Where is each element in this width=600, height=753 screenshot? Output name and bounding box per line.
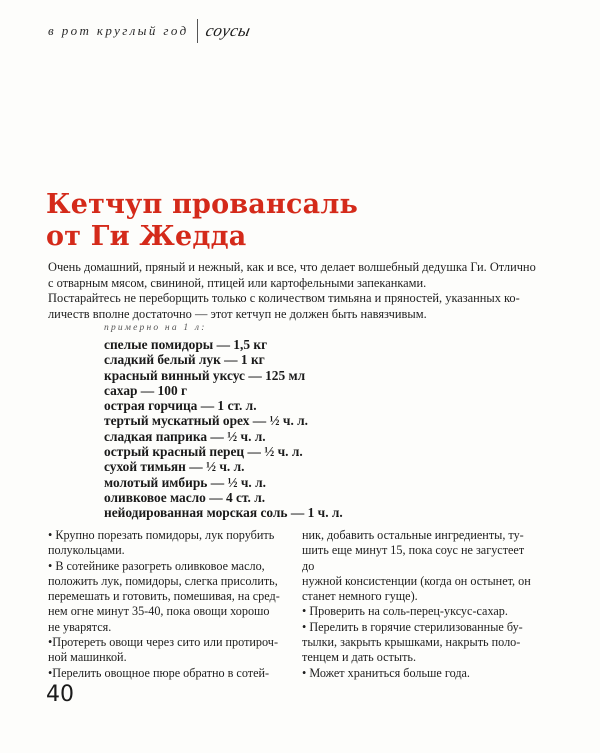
step-line: полукольцами.	[48, 543, 125, 558]
running-header	[48, 18, 253, 44]
header-divider	[197, 19, 198, 43]
ingredient-item: оливковое масло — 4 ст. л.	[104, 489, 266, 505]
step-line: ной машинкой.	[48, 650, 127, 665]
intro-line: Постарайтесь не переборщить только с количеством тимьяна и пряностей, указанных ко-	[48, 291, 520, 305]
step-line: перемешать и готовить, помешивая, на сред-	[48, 589, 280, 604]
step-line: • Может храниться больше года.	[302, 665, 470, 680]
ingredient-item: нейодированная морская соль — 1 ч. л.	[104, 505, 343, 521]
step-line: станет немного гуще).	[302, 589, 418, 604]
step-line: •Протереть овощи через сито или протироч-	[48, 635, 278, 650]
method-steps	[48, 528, 568, 681]
step-line: нужной консистенции (когда он остынет, он	[302, 573, 531, 588]
ingredient-item: красный винный уксус — 125 мл	[104, 367, 306, 383]
book-title: в рот круглый год	[48, 23, 189, 38]
intro-line: личеств вполне достаточно — этот кетчуп не должен быть навязчивым.	[48, 306, 427, 321]
ingredient-item: сухой тимьян — ½ ч. л.	[104, 459, 245, 475]
ingredient-item: сахар — 100 г	[104, 382, 188, 398]
step-line: •Перелить овощное пюре обратно в сотей-	[48, 665, 270, 680]
recipe-intro	[48, 260, 568, 322]
intro-line: с отварным мясом, свининой, птицей или картофельными запеканками.	[48, 275, 427, 290]
ingredient-list	[104, 337, 343, 521]
step-line: тылки, закрыть крышками, накрыть поло-	[302, 635, 521, 650]
step-line: шить еще минут 15, пока соус не загустеет до	[302, 543, 525, 573]
ingredient-item: острый красный перец — ½ ч. л.	[104, 444, 303, 460]
ingredient-item: сладкий белый лук — 1 кг	[104, 352, 265, 368]
steps-column-right	[302, 528, 534, 681]
ingredient-item: тертый мускатный орех — ½ ч. л.	[104, 413, 309, 429]
step-line: нем огне минут 35-40, пока овощи хорошо	[48, 604, 270, 619]
step-line: ник, добавить остальные ингредиенты, ту-	[302, 528, 524, 542]
steps-column-left	[48, 528, 280, 681]
ingredient-item: сладкая паприка — ½ ч. л.	[104, 428, 266, 444]
section-title: соусы	[203, 21, 253, 40]
ingredient-item: молотый имбирь — ½ ч. л.	[104, 474, 266, 490]
step-line: • Проверить на соль-перец-уксус-сахар.	[302, 604, 508, 619]
page-number: 40	[46, 682, 74, 707]
recipe-title	[46, 189, 358, 253]
recipe-title-line-1: Кетчуп провансаль	[46, 189, 359, 220]
ingredients-block	[104, 323, 343, 521]
yield-label: примерно на 1 л:	[104, 323, 207, 333]
step-line: тенцем и дать остыть.	[302, 650, 416, 665]
intro-line: Очень домашний, пряный и нежный, как и все, что делает волшебный дедушка Ги. Отлично	[48, 260, 536, 274]
ingredient-item: спелые помидоры — 1,5 кг	[104, 337, 268, 352]
step-line: не уварятся.	[48, 619, 112, 634]
ingredient-item: острая горчица — 1 ст. л.	[104, 398, 257, 414]
step-line: • Крупно порезать помидоры, лук порубить	[48, 528, 275, 542]
step-line: положить лук, помидоры, слегка присолить,	[48, 573, 278, 588]
step-line: • В сотейнике разогреть оливковое масло,	[48, 558, 265, 573]
step-line: • Перелить в горячие стерилизованные бу-	[302, 619, 523, 634]
recipe-title-line-2: от Ги Жедда	[46, 221, 247, 252]
